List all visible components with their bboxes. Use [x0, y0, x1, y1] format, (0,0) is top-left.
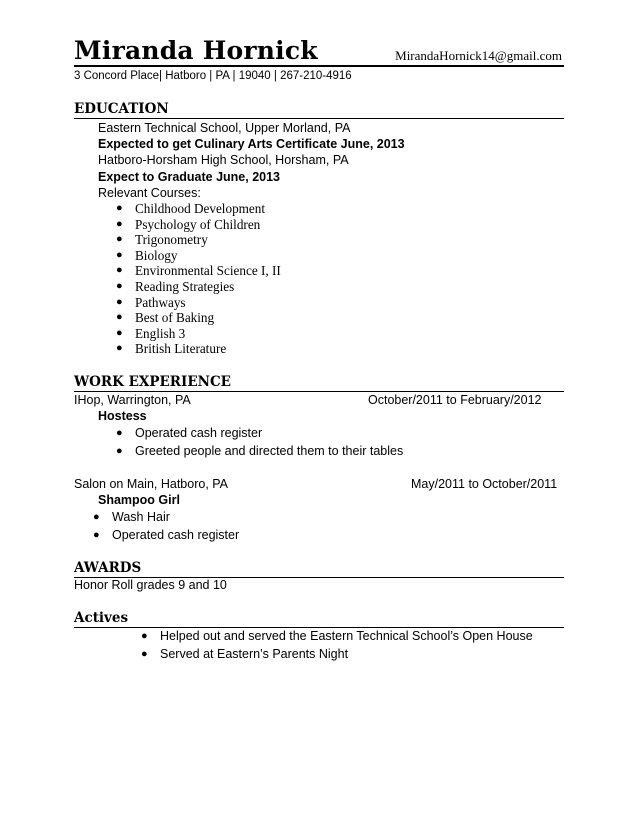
contact-line: 3 Concord Place| Hatboro | PA | 19040 | 267-210-4916 [74, 70, 352, 82]
school-2: Hatboro-Horsham High School, Horsham, PA [98, 153, 349, 167]
list-item: ● Operated cash register [116, 425, 403, 443]
list-item: ● Childhood Development [116, 201, 266, 216]
list-item: ● Pathways [116, 294, 186, 310]
list-item: ● Trigonometry [116, 232, 208, 248]
job-2-duties [93, 509, 239, 544]
list-item: ● Environmental Science I, II [116, 263, 281, 279]
job-1-place: IHop, Warrington, PA [74, 393, 191, 407]
bullet-icon: ● [116, 248, 123, 261]
bullet-icon: ● [93, 511, 100, 523]
bullet-icon: ● [116, 233, 123, 246]
education-heading: EDUCATION [74, 101, 169, 117]
school-2-note: Expect to Graduate June, 2013 [98, 170, 281, 184]
list-item: ● Best of Baking [116, 310, 215, 326]
bullet-icon: ● [116, 202, 123, 214]
actives-heading: Actives [74, 610, 129, 626]
list-item: ● Served at Eastern’s Parents Night [141, 646, 533, 664]
bullet-icon: ● [116, 279, 123, 292]
list-item: ● Reading Strategies [116, 278, 235, 294]
bullet-icon: ● [116, 444, 123, 457]
job-2-dates: May/2011 to October/2011 [411, 477, 558, 491]
list-item: ● British Literature [116, 341, 227, 357]
bullet-icon: ● [116, 264, 123, 277]
bullet-icon: ● [141, 647, 148, 660]
courses-label: Relevant Courses: [98, 186, 201, 200]
bullet-icon: ● [116, 217, 123, 230]
list-item: ● Operated cash register [93, 527, 239, 545]
bullet-icon: ● [116, 311, 123, 324]
course-list [116, 201, 281, 357]
resume-name: Miranda Hornick [74, 36, 318, 65]
bullet-icon: ● [116, 342, 123, 355]
job-1-duties [116, 425, 403, 460]
job-2-place: Salon on Main, Hatboro, PA [74, 477, 229, 491]
job-2-role: Shampoo Girl [98, 493, 180, 507]
work-heading: WORK EXPERIENCE [74, 374, 231, 390]
school-1-note: Expected to get Culinary Arts Certificate June, 2013 [98, 137, 405, 151]
education-divider [74, 118, 564, 119]
job-1-role: Hostess [98, 409, 147, 423]
awards-text: Honor Roll grades 9 and 10 [74, 578, 227, 592]
list-item: ● English 3 [116, 325, 186, 341]
actives-list [141, 628, 533, 663]
school-1: Eastern Technical School, Upper Morland, PA [98, 121, 351, 135]
header-divider [74, 65, 564, 67]
job-1-dates: October/2011 to February/2012 [368, 393, 542, 407]
list-item: ● Wash Hair [93, 509, 239, 527]
list-item: ● Psychology of Children [116, 216, 261, 232]
work-divider [74, 391, 564, 392]
bullet-icon: ● [141, 630, 148, 642]
list-item: ● Helped out and served the Eastern Technical School’s Open House [141, 628, 533, 646]
list-item: ● Biology [116, 247, 178, 263]
bullet-icon: ● [116, 427, 123, 439]
bullet-icon: ● [116, 295, 123, 308]
bullet-icon: ● [93, 528, 100, 541]
bullet-icon: ● [116, 326, 123, 339]
list-item: ● Greeted people and directed them to their tables [116, 443, 403, 461]
email-address: MirandaHornick14@gmail.com [395, 48, 562, 63]
awards-heading: AWARDS [74, 560, 142, 576]
